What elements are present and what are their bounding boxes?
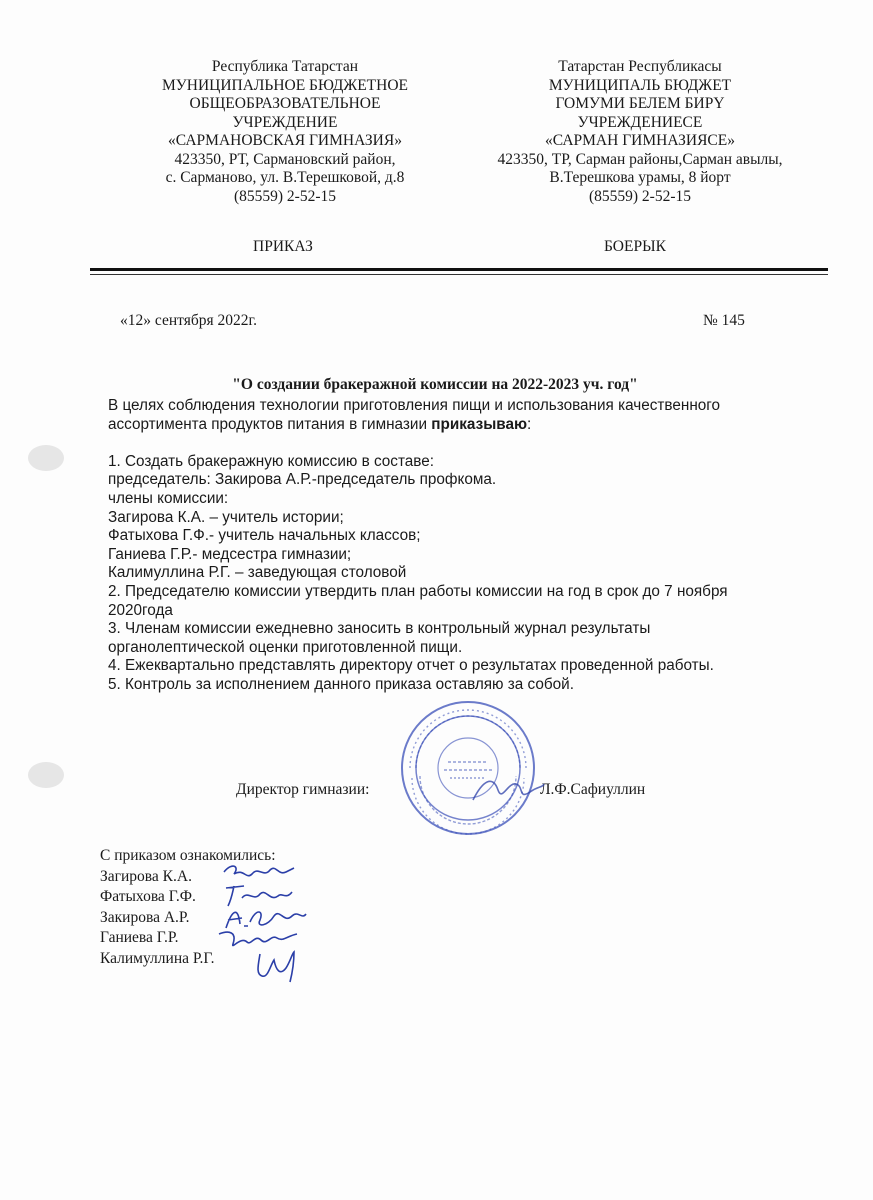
header-right-tatar bbox=[470, 58, 810, 206]
header-left-line: УЧРЕЖДЕНИЕ bbox=[232, 113, 338, 131]
order-item: Ганиева Г.Р.- медсестра гимназии; bbox=[108, 545, 352, 563]
acknowledgement-name: Калимуллина Р.Г. bbox=[100, 949, 215, 967]
header-left-russian bbox=[130, 58, 440, 206]
header-left-line: МУНИЦИПАЛЬНОЕ БЮДЖЕТНОЕ bbox=[162, 76, 408, 94]
order-item: 5. Контроль за исполнением данного приказа оставляю за собой. bbox=[108, 675, 574, 693]
order-item: Загирова К.А. – учитель истории; bbox=[108, 508, 344, 526]
header-divider-thick bbox=[90, 268, 828, 271]
header-right-line: ГОМУМИ БЕЛЕМ БИРҮ bbox=[555, 95, 725, 112]
signature-kalimullina bbox=[250, 946, 310, 984]
paragraph-gap bbox=[108, 434, 768, 453]
punch-hole-bottom bbox=[28, 762, 64, 788]
header-left-line: 423350, РТ, Сармановский район, bbox=[174, 150, 396, 168]
order-item: члены комиссии: bbox=[108, 489, 229, 507]
header-left-line: Республика Татарстан bbox=[211, 58, 359, 75]
order-item: 1. Создать бракеражную комиссию в составе: bbox=[108, 452, 435, 470]
header-right-line: МУНИЦИПАЛЬ БЮДЖЕТ bbox=[548, 76, 732, 94]
order-date: «12» сентября 2022г. bbox=[120, 312, 257, 329]
order-number: № 145 bbox=[703, 312, 745, 329]
order-intro bbox=[108, 397, 768, 434]
order-item: 3. Членам комиссии ежедневно заносить в контрольный журнал результаты органолептической оценки приготовленной пищи. bbox=[108, 620, 651, 656]
intro-end: : bbox=[527, 415, 532, 433]
order-item: Калимуллина Р.Г. – заведующая столовой bbox=[108, 564, 407, 582]
director-name: Л.Ф.Сафиуллин bbox=[540, 781, 646, 798]
doc-type-russian: ПРИКАЗ bbox=[253, 238, 313, 255]
director-label: Директор гимназии: bbox=[236, 781, 370, 798]
official-seal-stamp bbox=[398, 698, 538, 838]
header-right-line: В.Терешкова урамы, 8 йорт bbox=[549, 169, 731, 186]
header-right-line: Татарстан Республикасы bbox=[558, 58, 722, 75]
acknowledgement-heading: С приказом ознакомились: bbox=[100, 847, 276, 864]
director-signature bbox=[468, 770, 548, 810]
doc-type-tatar: БОЕРЫК bbox=[604, 238, 666, 255]
intro-text: В целях соблюдения технологии приготовления пищи и использования качественного ассортимента продуктов питания в гимназии bbox=[108, 397, 721, 433]
header-right-line: (85559) 2-52-15 bbox=[588, 187, 692, 205]
header-left-line: с. Сарманово, ул. В.Терешковой, д.8 bbox=[165, 169, 405, 186]
acknowledgement-name: Загирова К.А. bbox=[100, 867, 192, 885]
header-right-line: УЧРЕЖДЕНИЕСЕ bbox=[577, 113, 703, 131]
punch-hole-top bbox=[28, 445, 64, 471]
acknowledgement-name: Закирова А.Р. bbox=[100, 908, 190, 926]
header-divider-thin bbox=[90, 274, 828, 275]
header-left-line: «САРМАНОВСКАЯ ГИМНАЗИЯ» bbox=[168, 132, 402, 149]
acknowledgement-name: Ганиева Г.Р. bbox=[100, 929, 179, 946]
intro-bold: приказываю bbox=[431, 415, 528, 433]
header-right-line: 423350, ТР, Сарман районы,Сарман авылы, bbox=[497, 150, 783, 168]
header-left-line: (85559) 2-52-15 bbox=[233, 187, 337, 205]
order-body bbox=[108, 397, 768, 695]
header-left-line: ОБЩЕОБРАЗОВАТЕЛЬНОЕ bbox=[189, 95, 381, 112]
order-item: Фатыхова Г.Ф.- учитель начальных классов; bbox=[108, 527, 421, 545]
order-item: председатель: Закирова А.Р.-председатель профкома. bbox=[108, 471, 497, 489]
header-right-line: «САРМАН ГИМНАЗИЯСЕ» bbox=[545, 132, 735, 149]
acknowledgement-name: Фатыхова Г.Ф. bbox=[100, 888, 196, 905]
order-item: 2. Председателю комиссии утвердить план работы комиссии на год в срок до 7 ноября 2020года bbox=[108, 582, 728, 619]
order-item: 4. Ежеквартально представлять директору отчет о результатах проведенной работы. bbox=[108, 657, 714, 675]
order-title: "О создании бракеражной комиссии на 2022-2023 уч. год" bbox=[232, 376, 638, 393]
